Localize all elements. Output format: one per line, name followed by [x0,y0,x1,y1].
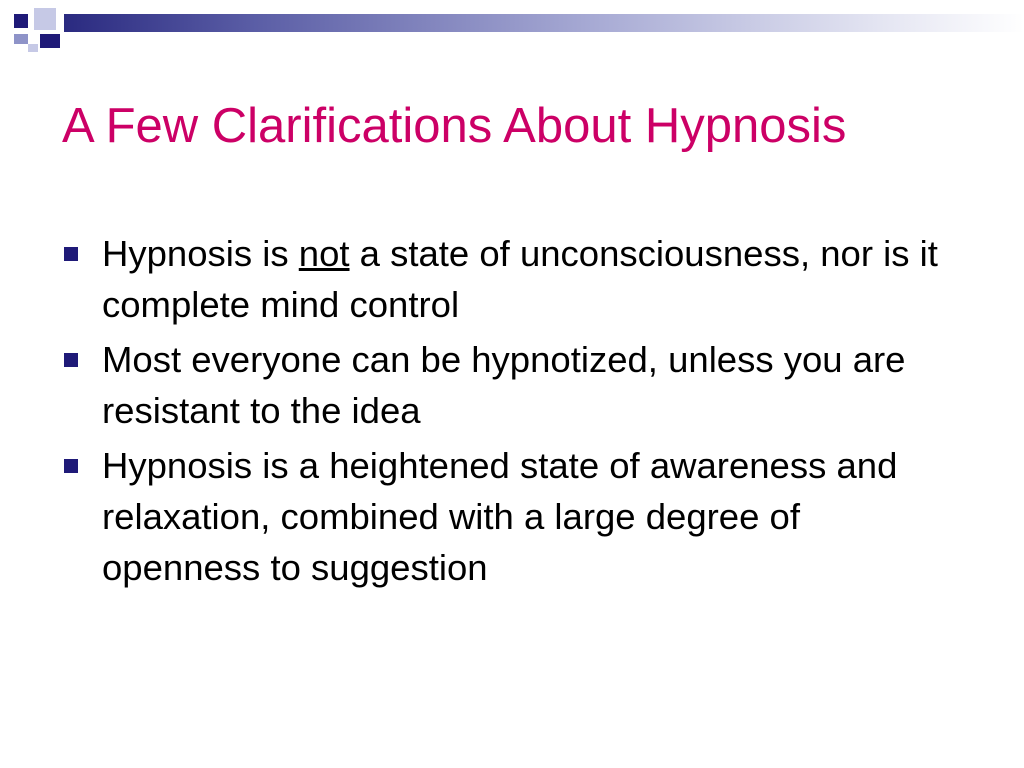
header-gradient-bar [64,14,1024,32]
corner-square-decoration [28,44,38,52]
corner-square-decoration [40,34,60,48]
slide-title: A Few Clarifications About Hypnosis [62,99,847,153]
corner-square-decoration [14,14,28,28]
bullet-item [64,334,964,436]
square-bullet-icon [64,353,78,367]
square-bullet-icon [64,459,78,473]
bullet-text-end: a state of unconsciousness, nor is it complete mind control [102,233,938,325]
bullet-text: Most everyone can be hypnotized, unless you are resistant to the idea [102,339,906,431]
bullet-item [64,440,964,593]
bullet-emphasis: not [298,233,350,274]
bullet-text-start: Hypnosis is [102,233,299,274]
bullet-item [64,228,964,330]
bullet-text: Hypnosis is a heightened state of awareness and relaxation, combined with a large degree of openness to suggestion [102,445,898,588]
corner-square-decoration [34,8,56,30]
corner-square-decoration [14,34,28,44]
bullet-list [64,228,964,597]
square-bullet-icon [64,247,78,261]
